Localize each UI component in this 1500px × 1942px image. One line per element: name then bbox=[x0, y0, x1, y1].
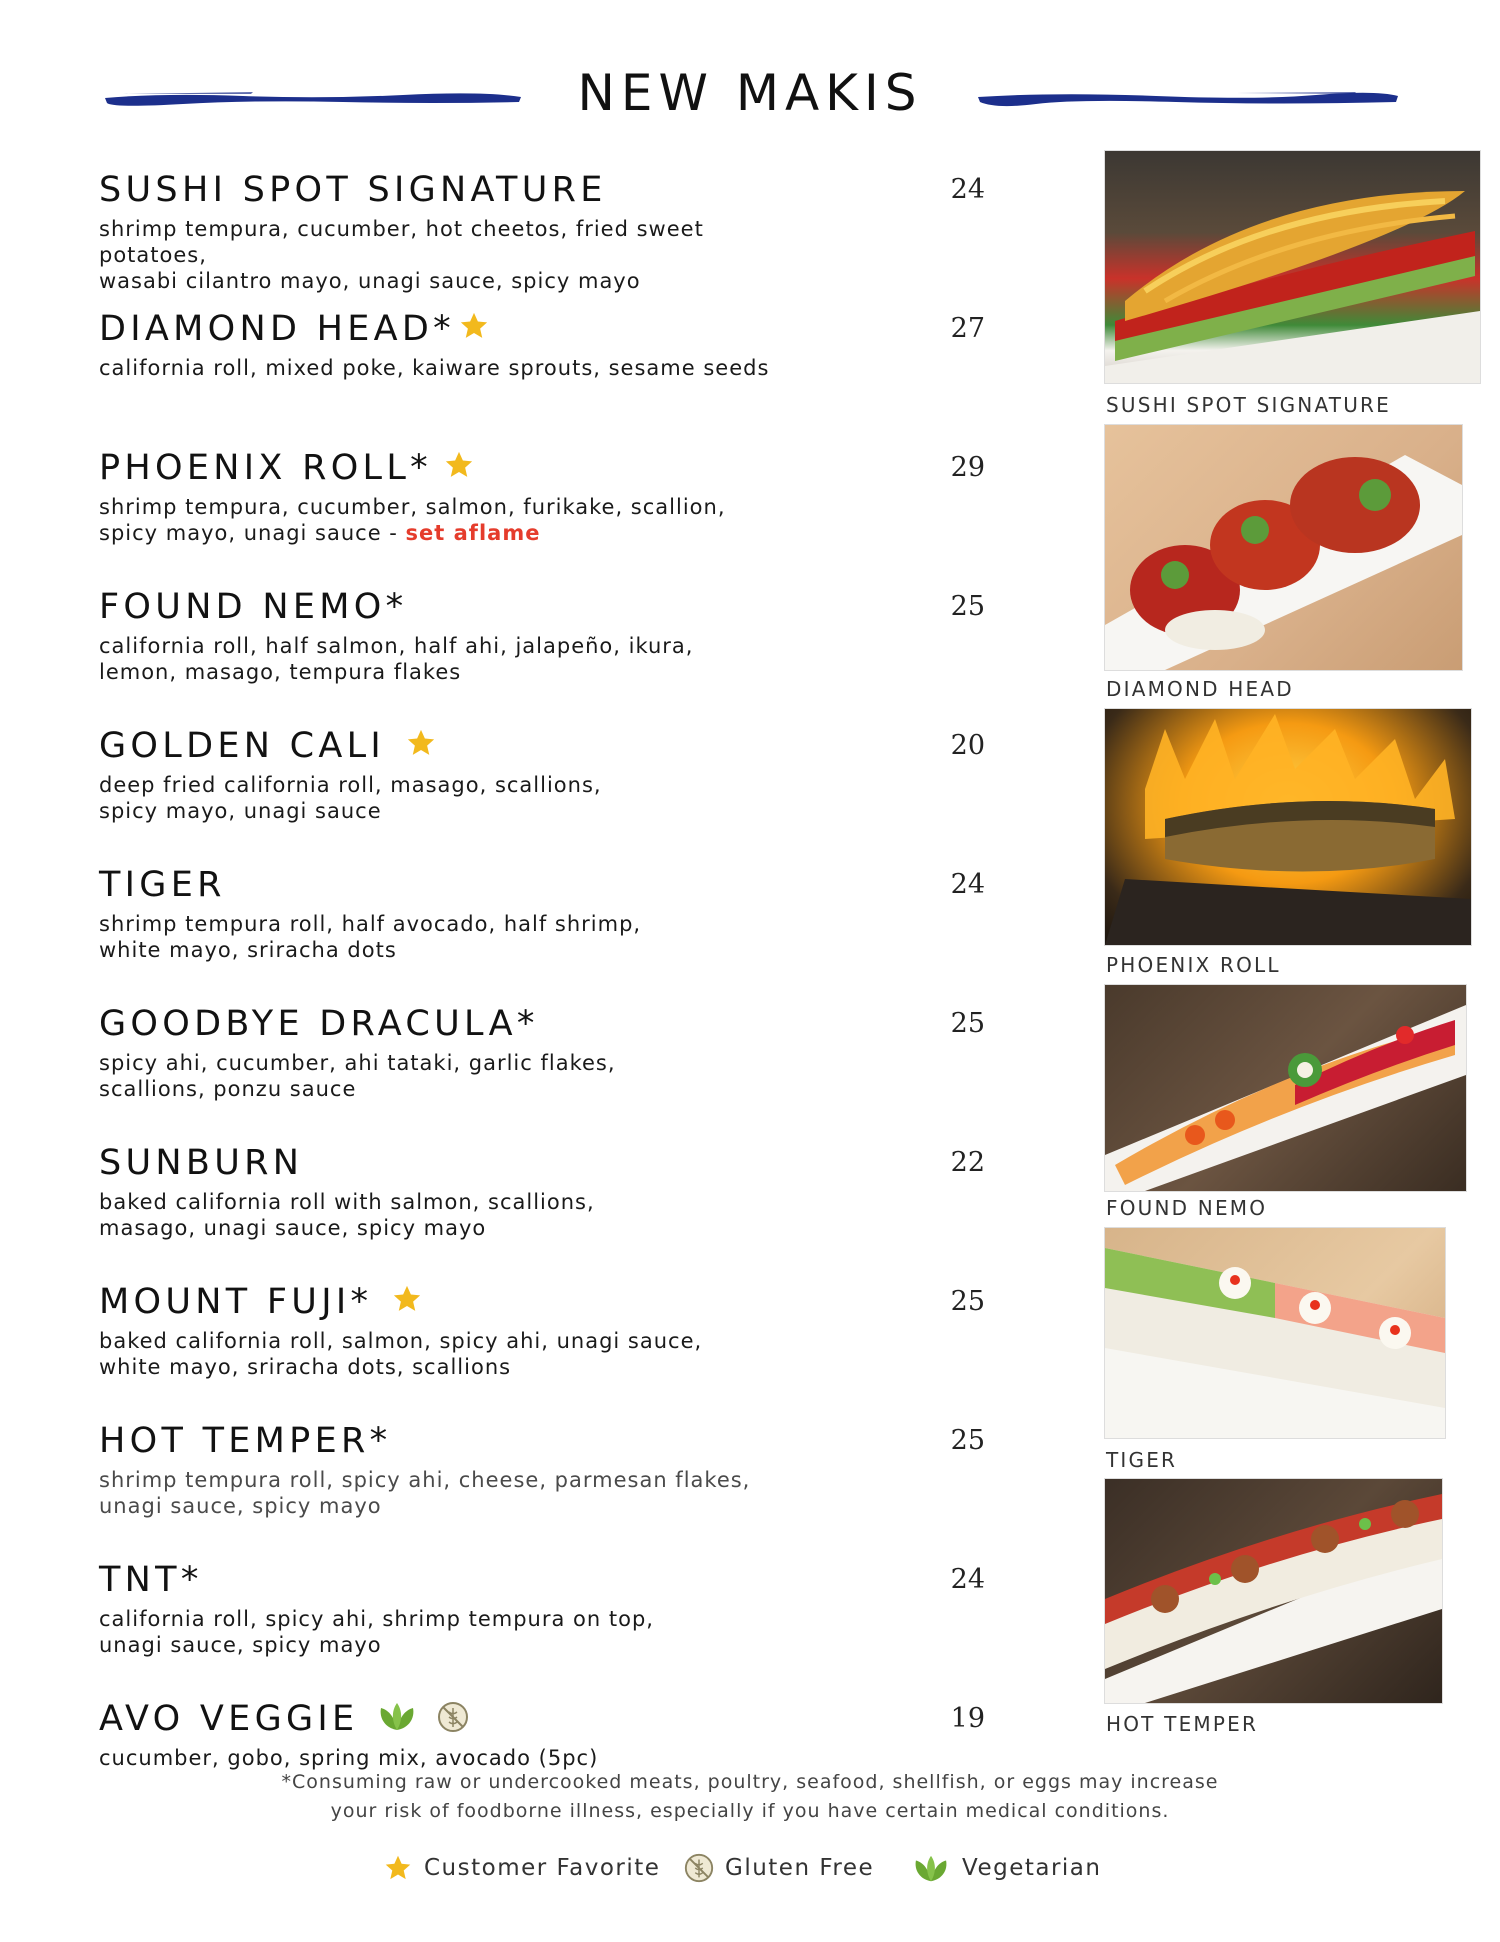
disclaimer-line: *Consuming raw or undercooked meats, poultry, seafood, shellfish, or eggs may increase bbox=[281, 1771, 1219, 1793]
legend-label: Customer Favorite bbox=[424, 1855, 661, 1881]
item-name: SUSHI SPOT SIGNATURE bbox=[99, 170, 607, 210]
brush-stroke-right bbox=[976, 90, 1400, 108]
description-line: shrimp tempura roll, spicy ahi, cheese, parmesan flakes, bbox=[99, 1468, 751, 1492]
item-price: 25 bbox=[950, 1425, 985, 1456]
photo-caption: TIGER bbox=[1106, 1448, 1178, 1472]
photo-caption: HOT TEMPER bbox=[1106, 1712, 1259, 1736]
found-nemo-photo bbox=[1105, 985, 1466, 1191]
item-price: 24 bbox=[950, 174, 985, 205]
legend-label: Vegetarian bbox=[962, 1855, 1102, 1881]
menu-item bbox=[99, 168, 999, 307]
leaf-icon bbox=[910, 1853, 952, 1885]
sushi-photo bbox=[1104, 1478, 1443, 1704]
description-line: cucumber, gobo, spring mix, avocado (5pc) bbox=[99, 1746, 599, 1770]
photo-caption: PHOENIX ROLL bbox=[1106, 953, 1281, 977]
disclaimer-line: your risk of foodborne illness, especially if you have certain medical conditions. bbox=[330, 1800, 1170, 1822]
item-name: GOLDEN CALI bbox=[99, 726, 386, 766]
description-line: unagi sauce, spicy mayo bbox=[99, 1633, 382, 1657]
item-price: 20 bbox=[950, 730, 985, 761]
item-description bbox=[99, 216, 819, 294]
description-line bbox=[99, 520, 819, 546]
description-line: california roll, spicy ahi, shrimp tempura on top, bbox=[99, 1607, 654, 1631]
star-icon bbox=[459, 311, 489, 341]
menu-items-list bbox=[99, 168, 999, 1836]
description-line: baked california roll with salmon, scallions, bbox=[99, 1190, 595, 1214]
menu-item bbox=[99, 1002, 999, 1141]
item-description bbox=[99, 1189, 819, 1241]
menu-item bbox=[99, 1280, 999, 1419]
sushi-spot-signature-photo bbox=[1105, 151, 1480, 383]
description-line: shrimp tempura roll, half avocado, half shrimp, bbox=[99, 912, 642, 936]
item-name: FOUND NEMO* bbox=[99, 587, 408, 627]
leaf-icon bbox=[375, 1700, 419, 1734]
description-line: scallions, ponzu sauce bbox=[99, 1077, 357, 1101]
description-line: shrimp tempura, cucumber, salmon, furikake, scallion, bbox=[99, 495, 726, 519]
item-price: 25 bbox=[950, 591, 985, 622]
item-description bbox=[99, 494, 819, 546]
set-aflame-highlight: set aflame bbox=[405, 521, 541, 545]
item-price: 22 bbox=[950, 1147, 985, 1178]
description-text: spicy mayo, unagi sauce - bbox=[99, 521, 406, 545]
item-description bbox=[99, 1050, 819, 1102]
item-name: SUNBURN bbox=[99, 1143, 304, 1183]
description-line: white mayo, sriracha dots bbox=[99, 938, 397, 962]
item-description bbox=[99, 1606, 819, 1658]
item-name: PHOENIX ROLL* bbox=[99, 448, 432, 488]
health-disclaimer bbox=[0, 1768, 1500, 1826]
gluten-free-icon bbox=[436, 1700, 470, 1734]
description-line: lemon, masago, tempura flakes bbox=[99, 660, 462, 684]
star-icon bbox=[406, 728, 436, 758]
description-line: unagi sauce, spicy mayo bbox=[99, 1494, 382, 1518]
legend-label: Gluten Free bbox=[725, 1855, 875, 1881]
item-name: TNT* bbox=[99, 1560, 203, 1600]
description-line: california roll, half salmon, half ahi, jalapeño, ikura, bbox=[99, 634, 694, 658]
page-title: NEW MAKIS bbox=[577, 64, 923, 122]
item-price: 29 bbox=[950, 452, 985, 483]
item-description bbox=[99, 1328, 819, 1380]
item-price: 19 bbox=[950, 1703, 985, 1734]
menu-header bbox=[0, 62, 1500, 132]
description-line: spicy mayo, unagi sauce bbox=[99, 799, 382, 823]
sushi-photo bbox=[1104, 150, 1481, 384]
tiger-photo bbox=[1105, 1228, 1445, 1438]
item-price: 24 bbox=[950, 1564, 985, 1595]
description-line: masago, unagi sauce, spicy mayo bbox=[99, 1216, 487, 1240]
description-line: wasabi cilantro mayo, unagi sauce, spicy mayo bbox=[99, 269, 641, 293]
item-price: 27 bbox=[950, 313, 985, 344]
item-name: TIGER bbox=[99, 865, 226, 905]
star-icon bbox=[392, 1284, 422, 1314]
star-icon bbox=[384, 1854, 412, 1882]
item-description bbox=[99, 911, 819, 963]
sushi-photo bbox=[1104, 984, 1467, 1192]
photo-caption: SUSHI SPOT SIGNATURE bbox=[1106, 393, 1391, 417]
item-name: HOT TEMPER* bbox=[99, 1421, 392, 1461]
menu-item bbox=[99, 307, 999, 446]
description-line: baked california roll, salmon, spicy ahi, unagi sauce, bbox=[99, 1329, 703, 1353]
item-description bbox=[99, 633, 819, 685]
description-line: deep fried california roll, masago, scallions, bbox=[99, 773, 602, 797]
photo-caption: FOUND NEMO bbox=[1106, 1196, 1268, 1220]
item-name: GOODBYE DRACULA* bbox=[99, 1004, 539, 1044]
menu-item bbox=[99, 585, 999, 724]
sushi-photo bbox=[1104, 1227, 1446, 1439]
phoenix-roll-photo bbox=[1105, 709, 1471, 945]
gluten-free-icon bbox=[683, 1852, 715, 1884]
item-name: DIAMOND HEAD* bbox=[99, 309, 455, 349]
item-price: 25 bbox=[950, 1008, 985, 1039]
menu-item bbox=[99, 446, 999, 585]
item-description bbox=[99, 1467, 819, 1519]
hot-temper-photo bbox=[1105, 1479, 1442, 1703]
photo-caption: DIAMOND HEAD bbox=[1106, 677, 1294, 701]
item-name: MOUNT FUJI* bbox=[99, 1282, 373, 1322]
item-price: 25 bbox=[950, 1286, 985, 1317]
diamond-head-photo bbox=[1105, 425, 1462, 670]
menu-item bbox=[99, 1419, 999, 1558]
menu-item bbox=[99, 863, 999, 1002]
description-line: white mayo, sriracha dots, scallions bbox=[99, 1355, 512, 1379]
item-price: 24 bbox=[950, 869, 985, 900]
description-line: shrimp tempura, cucumber, hot cheetos, fried sweet potatoes, bbox=[99, 217, 704, 267]
sushi-photo bbox=[1104, 424, 1463, 671]
item-name: AVO VEGGIE bbox=[99, 1699, 359, 1739]
star-icon bbox=[444, 450, 474, 480]
description-line: california roll, mixed poke, kaiware sprouts, sesame seeds bbox=[99, 356, 770, 380]
description-line: spicy ahi, cucumber, ahi tataki, garlic flakes, bbox=[99, 1051, 616, 1075]
menu-item bbox=[99, 1141, 999, 1280]
menu-item bbox=[99, 1558, 999, 1697]
flame-photo bbox=[1104, 708, 1472, 946]
item-description bbox=[99, 355, 819, 381]
item-description bbox=[99, 772, 819, 824]
menu-item bbox=[99, 724, 999, 863]
